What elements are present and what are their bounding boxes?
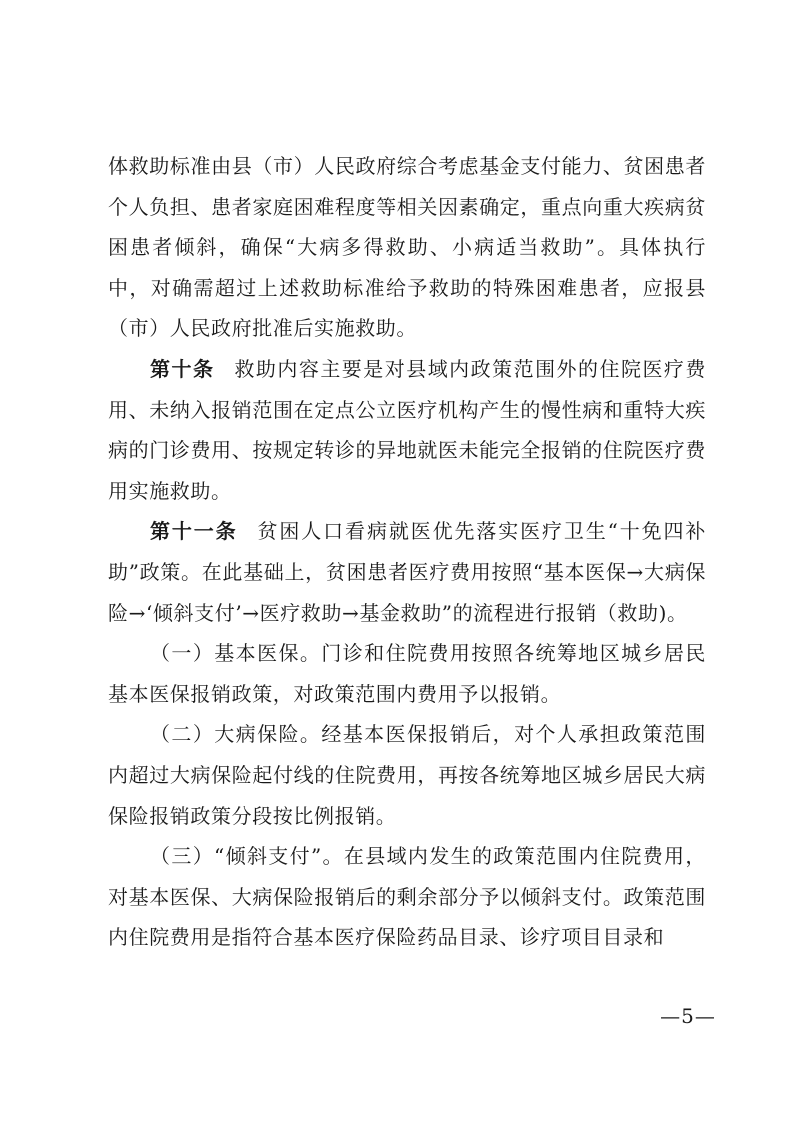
- paragraph-text: （一）基本医保。门诊和住院费用按照各统筹地区城乡居民基本医保报销政策，对政策范围内费用予以报销。: [108, 641, 706, 706]
- paragraph-article-11: [108, 511, 706, 633]
- paragraph-text: 救助内容主要是对县域内政策范围外的住院医疗费用、未纳入报销范围在定点公立医疗机构产生的慢性病和重特大疾病的门诊费用、按规定转诊的异地就医未能完全报销的住院医疗费用实施救助。: [108, 356, 706, 503]
- article-label: 第十条: [150, 356, 215, 381]
- article-label: 第十一条: [150, 519, 238, 544]
- paragraph-item-2: [108, 714, 706, 836]
- paragraph-item-3: [108, 836, 706, 958]
- document-body: [108, 146, 706, 958]
- paragraph-text: 贫困人口看病就医优先落实医疗卫生“十免四补助”政策。在此基础上，贫困患者医疗费用按照“基本医保→大病保险→‘倾斜支付’→医疗救助→基金救助”的流程进行报销（救助)。: [108, 519, 706, 625]
- paragraph-continuation: [108, 146, 706, 349]
- paragraph-text: 体救助标准由县（市）人民政府综合考虑基金支付能力、贫困患者个人负担、患者家庭困难程度等相关因素确定，重点向重大疾病贫困患者倾斜，确保“大病多得救助、小病适当救助”。具体执行中，对确需超过上述救助标准给予救助的特殊困难患者，应报县（市）人民政府批准后实施救助。: [108, 154, 706, 341]
- paragraph-article-10: [108, 349, 706, 511]
- paragraph-item-1: [108, 633, 706, 714]
- page-number: —5—: [660, 1004, 716, 1028]
- paragraph-text: （三）“倾斜支付”。在县域内发生的政策范围内住院费用，对基本医保、大病保险报销后的剩余部分予以倾斜支付。政策范围内住院费用是指符合基本医疗保险药品目录、诊疗项目目录和: [108, 844, 706, 950]
- paragraph-text: （二）大病保险。经基本医保报销后，对个人承担政策范围内超过大病保险起付线的住院费用，再按各统筹地区城乡居民大病保险报销政策分段按比例报销。: [108, 722, 706, 828]
